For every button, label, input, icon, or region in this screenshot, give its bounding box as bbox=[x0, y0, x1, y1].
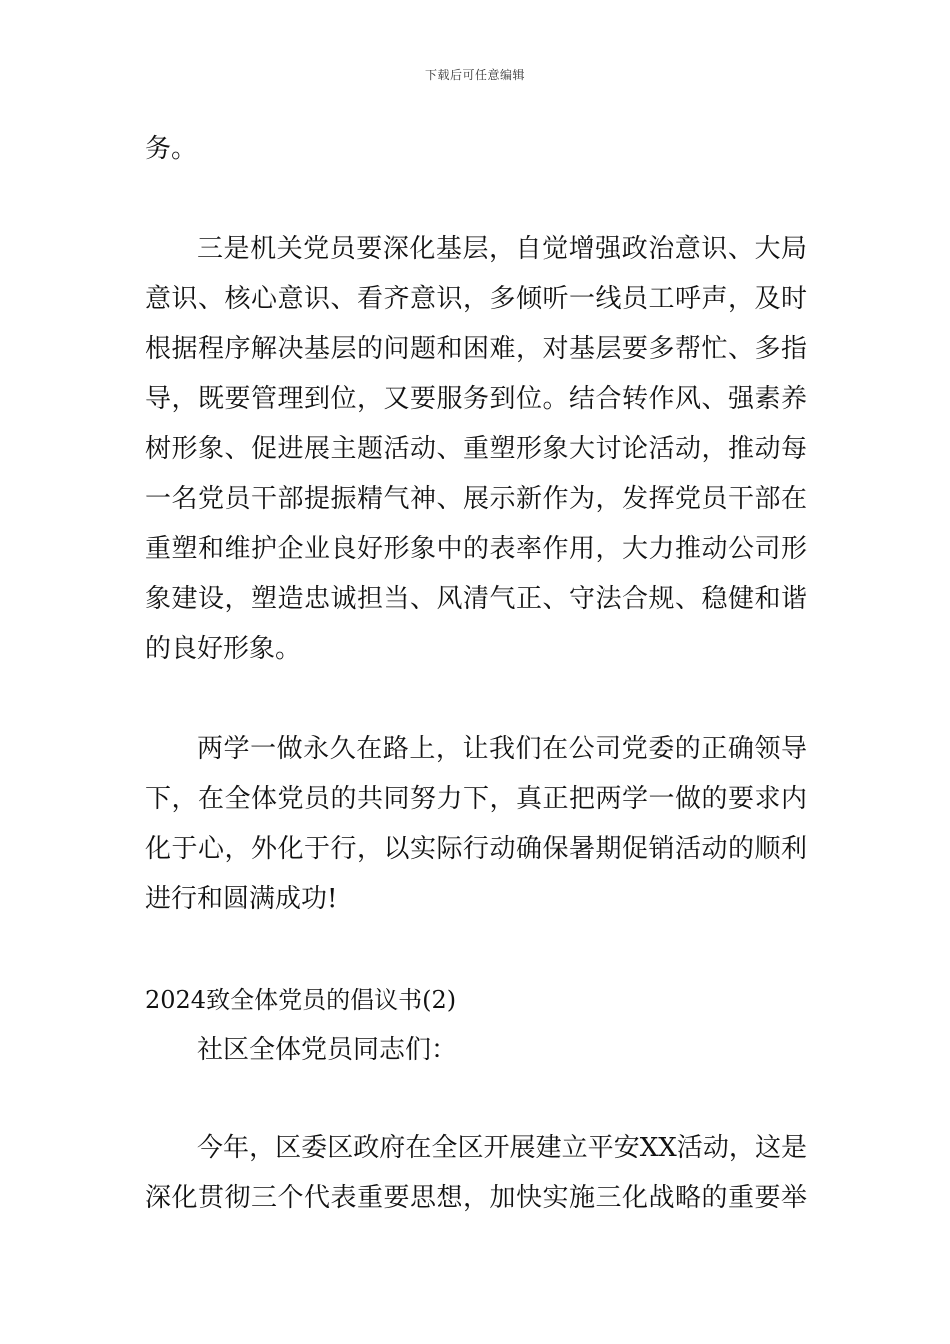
page-header: 下载后可任意编辑 bbox=[424, 68, 525, 82]
paragraph-line: 今年，区委区政府在全区开展建立平安XX活动，这是 bbox=[197, 1133, 807, 1163]
paragraph-line: 三是机关党员要深化基层，自觉增强政治意识、大局 bbox=[197, 234, 807, 264]
section-title: 2024致全体党员的倡议书(2) bbox=[145, 986, 457, 1014]
paragraph-line: 化于心，外化于行，以实际行动确保暑期促销活动的顺利 bbox=[145, 834, 807, 864]
paragraph-line: 两学一做永久在路上，让我们在公司党委的正确领导 bbox=[197, 734, 807, 764]
paragraph-continuation: 务。 bbox=[145, 134, 198, 164]
paragraph-line: 重塑和维护企业良好形象中的表率作用，大力推动公司形 bbox=[145, 534, 807, 564]
paragraph-line: 进行和圆满成功! bbox=[145, 884, 338, 914]
paragraph-line: 下，在全体党员的共同努力下，真正把两学一做的要求内 bbox=[145, 784, 807, 814]
paragraph-line: 导，既要管理到位，又要服务到位。结合转作风、强素养 bbox=[145, 384, 807, 414]
paragraph-line: 深化贯彻三个代表重要思想，加快实施三化战略的重要举 bbox=[145, 1183, 807, 1213]
paragraph-line: 象建设，塑造忠诚担当、风清气正、守法合规、稳健和谐 bbox=[145, 584, 807, 614]
paragraph-line: 的良好形象。 bbox=[145, 634, 302, 664]
paragraph-line: 根据程序解决基层的问题和困难，对基层要多帮忙、多指 bbox=[145, 334, 807, 364]
paragraph-line: 意识、核心意识、看齐意识，多倾听一线员工呼声，及时 bbox=[145, 284, 807, 314]
paragraph-line: 一名党员干部提振精气神、展示新作为，发挥党员干部在 bbox=[145, 484, 807, 514]
paragraph-line: 树形象、促进展主题活动、重塑形象大讨论活动，推动每 bbox=[145, 434, 807, 464]
salutation: 社区全体党员同志们： bbox=[197, 1035, 458, 1065]
